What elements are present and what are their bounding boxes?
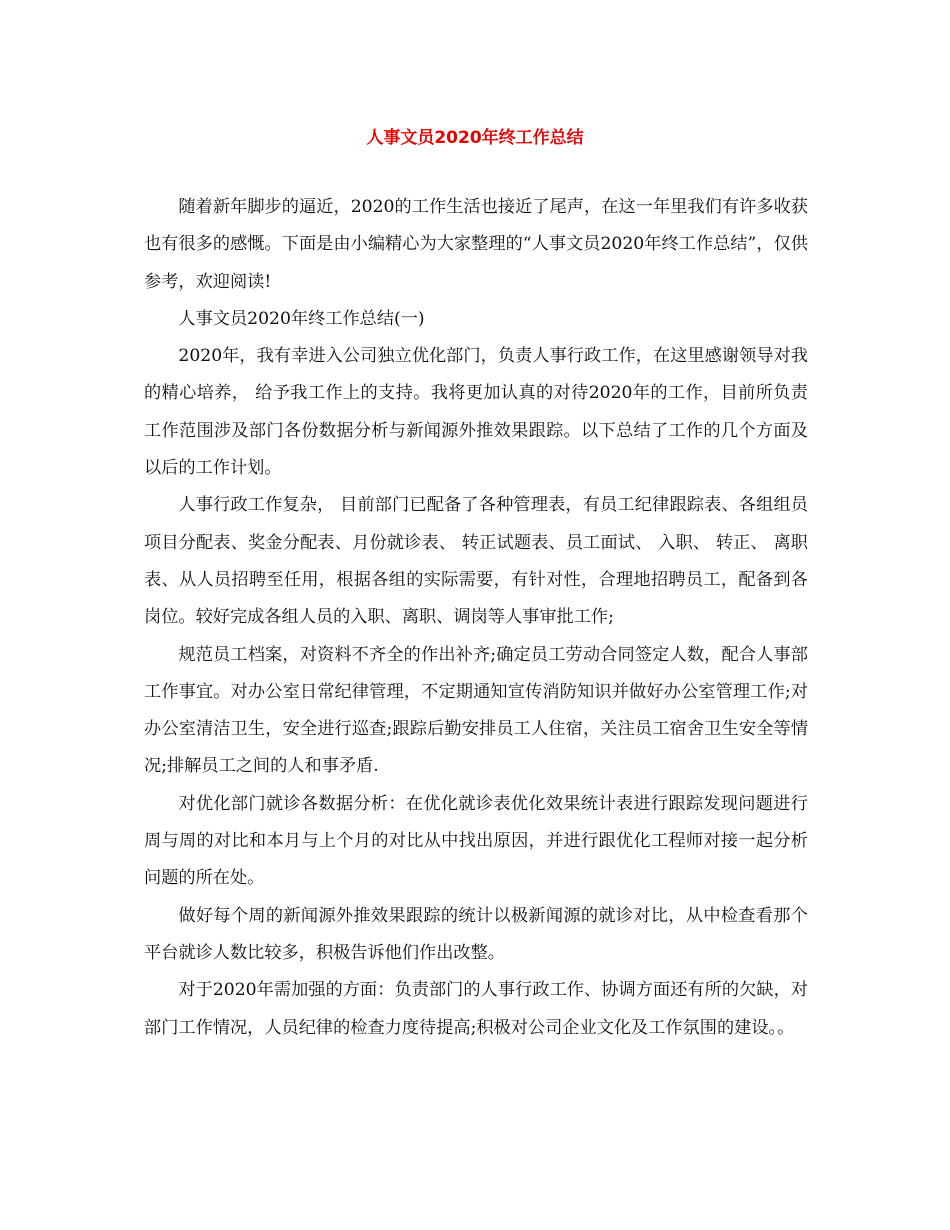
paragraph-intro: 随着新年脚步的逼近，2020的工作生活也接近了尾声，在这一年里我们有许多收获也有很多的感慨。下面是由小编精心为大家整理的“人事文员2020年终工作总结”，仅供参考，欢迎阅读!: [144, 197, 808, 292]
document-title: 人事文员2020年终工作总结: [366, 128, 584, 148]
paragraph: 对于2020年需加强的方面：负责部门的人事行政工作、协调方面还有所的欠缺，对部门工作情况，人员纪律的检查力度待提高;积极对公司企业文化及工作氛围的建设。。: [144, 980, 808, 1038]
paragraph: 规范员工档案，对资料不齐全的作出补齐;确定员工劳动合同签定人数，配合人事部工作事宜。对办公室日常纪律管理，不定期通知宣传消防知识并做好办公室管理工作;对办公室清洁卫生，安全进行巡查;跟踪后勤安排员工人住宿，关注员工宿舍卫生安全等情况;排解员工之间的人和事矛盾.: [144, 644, 808, 777]
paragraph: 对优化部门就诊各数据分析：在优化就诊表优化效果统计表进行跟踪发现问题进行周与周的对比和本月与上个月的对比从中找出原因，并进行跟优化工程师对接一起分析问题的所在处。: [144, 793, 808, 889]
section-heading: 人事文员2020年终工作总结(一): [178, 308, 425, 329]
paragraph: 做好每个周的新闻源外推效果跟踪的统计以极新闻源的就诊对比，从中检查看那个平台就诊人数比较多，积极告诉他们作出改整。: [144, 905, 808, 963]
paragraph: 2020年，我有幸进入公司独立优化部门，负责人事行政工作，在这里感谢领导对我的精心培养， 给予我工作上的支持。我将更加认真的对待2020年的工作，目前所负责工作范围涉及部门各份数据分析与新闻源外推效果跟踪。以下总结了工作的几个方面及以后的工作计划。: [144, 346, 808, 479]
document-body: [144, 189, 808, 1047]
paragraph: 人事行政工作复杂， 目前部门已配备了各种管理表，有员工纪律跟踪表、各组组员项目分配表、奖金分配表、月份就诊表、 转正试题表、员工面试、 入职、 转正、 离职表、从人员招聘至任用，根据各组的实际需要，有针对性，合理地招聘员工，配备到各岗位。较好完成各组人员的入职、离职、调岗等人事审批工作;: [144, 495, 808, 628]
